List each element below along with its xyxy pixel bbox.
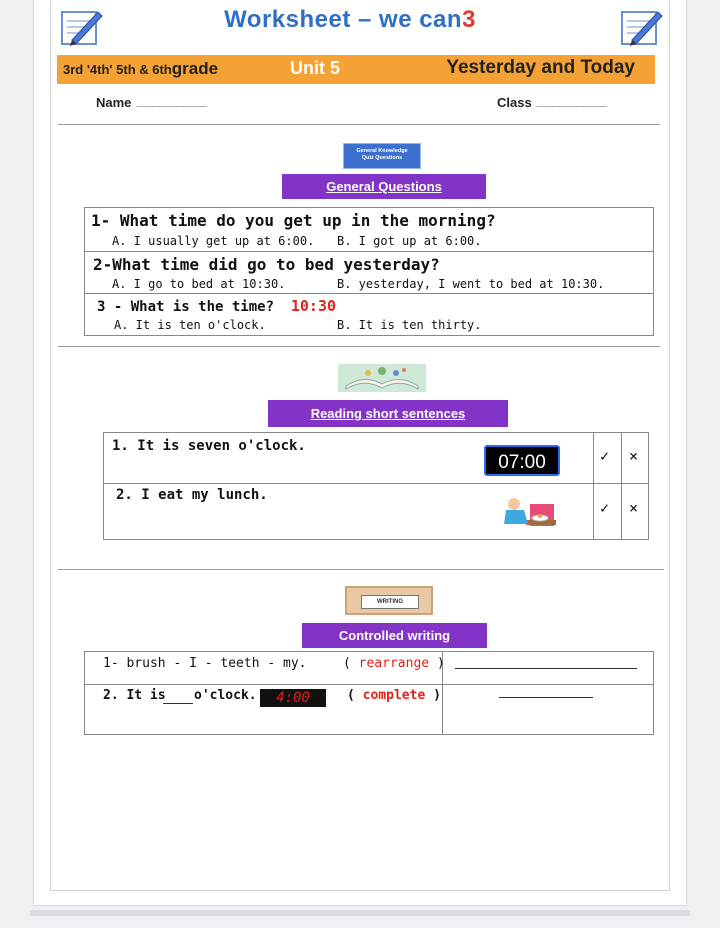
cross-mark[interactable]: × [629,499,639,517]
divider [58,569,664,570]
question-row [85,208,653,252]
digital-clock-red: 4:00 [260,689,326,707]
answer-line[interactable] [499,697,593,698]
hint-word: rearrange [358,656,430,671]
reading-sentence: 2. I eat my lunch. [116,487,268,503]
quiz-badge-line1: General Knowledge [356,148,408,154]
hint-paren: ( [343,656,351,671]
column-divider [621,433,622,539]
question-row [85,294,653,334]
quiz-badge [343,143,421,169]
writing-badge [345,586,433,615]
reading-row [104,433,648,484]
worksheet-title [200,6,500,34]
complete-hint [347,688,441,703]
name-label: Name [96,95,132,110]
column-divider [593,433,594,539]
option-b[interactable]: B. yesterday, I went to bed at 10:30. [337,277,605,291]
class-line[interactable]: ............................................... [536,99,607,109]
unit-label: Unit 5 [290,58,341,78]
rearrange-hint [343,656,445,671]
reading-heading: Reading short sentences [268,400,508,427]
grades-text: 3rd '4th' 5th & 6th [63,62,172,77]
digital-clock: 07:00 [484,445,560,476]
controlled-writing-heading: Controlled writing [302,623,487,648]
hint-paren: ) [436,656,445,671]
quiz-badge-line2: Quiz Questions [361,155,403,161]
grades-label [63,59,218,79]
question-text: 1- What time do you get up in the morning? [91,211,496,230]
question-time: 10:30 [290,297,337,315]
page-bottom-edge [30,910,690,916]
answer-line[interactable] [455,668,637,669]
question-text-main: 3 - What is the time? [97,299,275,315]
question-text: 2-What time did go to bed yesterday? [93,255,440,274]
pencil-note-icon [58,6,104,50]
reading-table [103,432,649,540]
general-questions-heading: General Questions [282,174,486,199]
question-text [97,297,336,315]
option-a[interactable]: A. I go to bed at 10:30. [112,277,286,291]
check-mark[interactable]: ✓ [600,447,610,465]
topic-label: Yesterday and Today [446,57,635,78]
hint-paren: ) [433,688,441,703]
name-line[interactable]: ............................................... [136,99,207,109]
complete-sentence-start: 2. It is [103,688,166,703]
option-b[interactable]: B. It is ten thirty. [337,318,482,332]
divider [58,124,660,125]
cross-mark[interactable]: × [629,447,639,465]
title-text: Worksheet – we can [224,6,463,33]
option-b[interactable]: B. I got up at 6:00. [337,234,482,248]
grade-word: grade [171,59,219,78]
pencil-note-icon [618,6,664,50]
class-label: Class [497,95,532,110]
complete-sentence-end: o'clock. [194,688,257,703]
reading-book-icon [338,364,426,392]
question-row [85,252,653,294]
check-mark[interactable]: ✓ [600,499,610,517]
lunch-picture-icon [500,494,558,530]
blank-line[interactable] [163,703,193,704]
writing-badge-label: WRITING [361,595,419,609]
option-a[interactable]: A. I usually get up at 6:00. [112,234,315,248]
writing-table [84,651,654,735]
title-number: 3 [462,6,476,33]
reading-sentence: 1. It is seven o'clock. [112,438,306,454]
option-a[interactable]: A. It is ten o'clock. [114,318,266,332]
hint-word: complete [362,688,426,703]
rearrange-words: 1- brush - I - teeth - my. [103,656,307,671]
divider [58,346,660,347]
reading-row [104,484,648,539]
header-band [57,55,655,84]
questions-box [84,207,654,336]
hint-paren: ( [347,688,355,703]
